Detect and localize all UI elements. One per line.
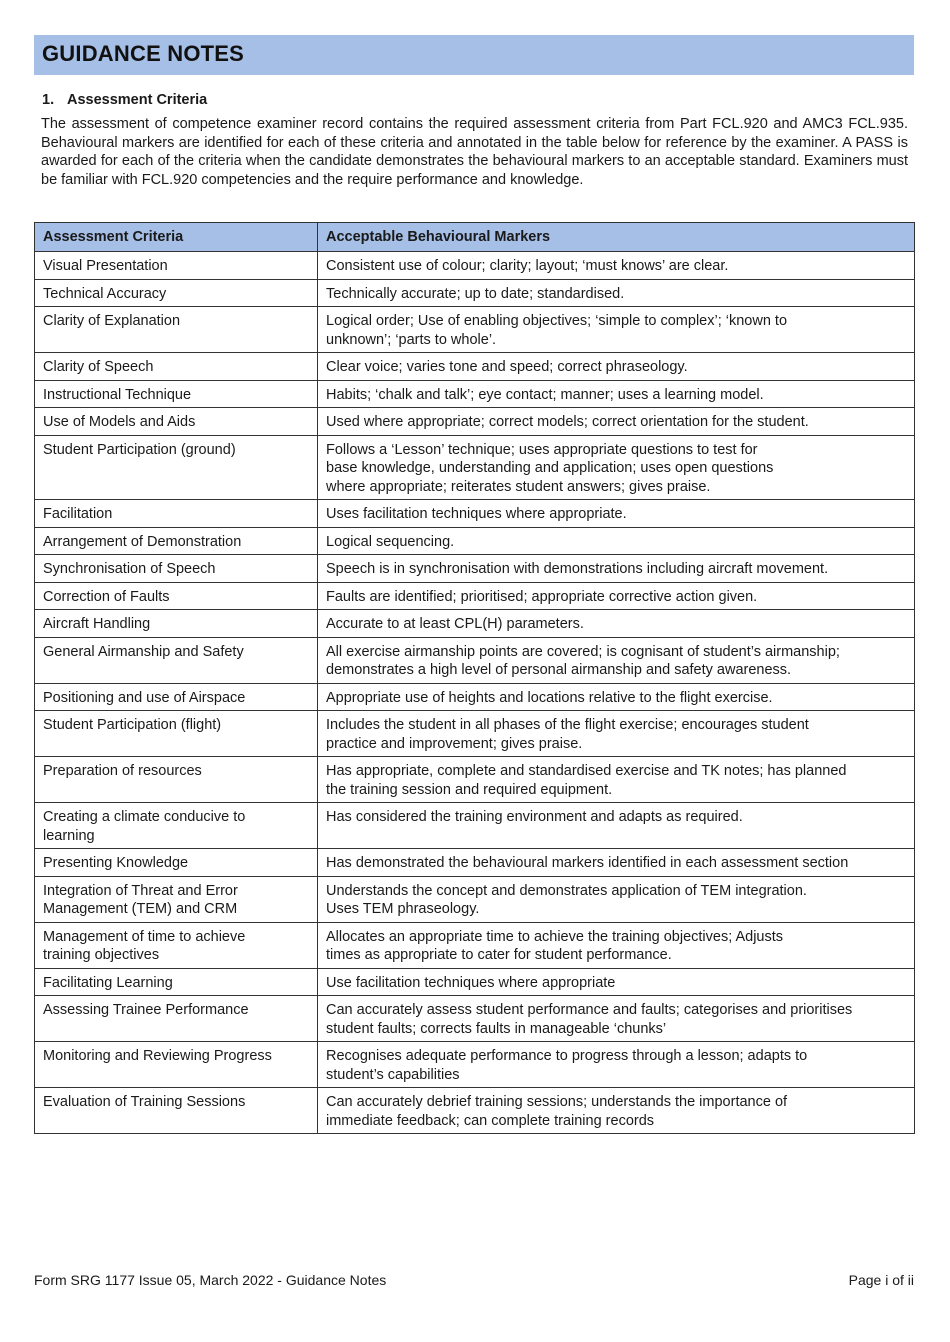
criteria-cell: Student Participation (ground): [35, 435, 318, 500]
behavioural-marker-cell: Used where appropriate; correct models; correct orientation for the student.: [318, 408, 915, 436]
table-row: [35, 996, 915, 1042]
criteria-cell: Instructional Technique: [35, 380, 318, 408]
table-row: [35, 711, 915, 757]
behavioural-marker-cell: Technically accurate; up to date; standardised.: [318, 279, 915, 307]
behavioural-marker-cell: Can accurately debrief training sessions; understands the importance of immediate feedback; can complete training records: [318, 1088, 915, 1134]
behavioural-marker-cell: Clear voice; varies tone and speed; correct phraseology.: [318, 353, 915, 381]
behavioural-marker-cell: Follows a ‘Lesson’ technique; uses appropriate questions to test for base knowledge, understanding and application; uses open questions where appropriate; reiterates student answers; gives praise.: [318, 435, 915, 500]
criteria-cell: Management of time to achieve training objectives: [35, 922, 318, 968]
table-row: [35, 353, 915, 381]
table-row: [35, 408, 915, 436]
table-row: [35, 1042, 915, 1088]
table-row: [35, 527, 915, 555]
footer-page-number: Page i of ii: [848, 1272, 914, 1288]
table-row: [35, 683, 915, 711]
footer-form-reference: Form SRG 1177 Issue 05, March 2022 - Guidance Notes: [34, 1272, 387, 1288]
guidance-notes-banner: [34, 35, 914, 75]
criteria-cell: Visual Presentation: [35, 252, 318, 280]
behavioural-marker-cell: Habits; ‘chalk and talk’; eye contact; manner; uses a learning model.: [318, 380, 915, 408]
table-row: [35, 582, 915, 610]
behavioural-marker-cell: Faults are identified; prioritised; appropriate corrective action given.: [318, 582, 915, 610]
criteria-cell: Facilitation: [35, 500, 318, 528]
section-number: 1.: [42, 92, 55, 108]
table-row: [35, 500, 915, 528]
criteria-cell: Integration of Threat and Error Management (TEM) and CRM: [35, 876, 318, 922]
behavioural-marker-cell: Includes the student in all phases of the flight exercise; encourages student practice and improvement; gives praise.: [318, 711, 915, 757]
behavioural-marker-cell: Use facilitation techniques where appropriate: [318, 968, 915, 996]
intro-paragraph: The assessment of competence examiner record contains the required assessment criteria from Part FCL.920 and AMC3 FCL.935. Behavioural markers are identified for each of these criteria and annotated in the table below for reference by the examiner. A PASS is awarded for each of the criteria when the candidate demonstrates the behavioural markers to an acceptable standard. Examiners must be familiar with FCL.920 competencies and the require performance and knowledge.: [41, 116, 908, 188]
criteria-cell: Preparation of resources: [35, 757, 318, 803]
table-row: [35, 610, 915, 638]
criteria-cell: Use of Models and Aids: [35, 408, 318, 436]
criteria-cell: Positioning and use of Airspace: [35, 683, 318, 711]
table-row: [35, 279, 915, 307]
section-heading: [42, 92, 207, 108]
table-body: [35, 252, 915, 1134]
assessment-criteria-table: [34, 222, 915, 1134]
table-row: [35, 1088, 915, 1134]
table-row: [35, 307, 915, 353]
behavioural-marker-cell: Appropriate use of heights and locations relative to the flight exercise.: [318, 683, 915, 711]
table-row: [35, 849, 915, 877]
table-row: [35, 803, 915, 849]
behavioural-marker-cell: All exercise airmanship points are covered; is cognisant of student’s airmanship; demonstrates a high level of personal airmanship and safety awareness.: [318, 637, 915, 683]
behavioural-marker-cell: Understands the concept and demonstrates application of TEM integration. Uses TEM phraseology.: [318, 876, 915, 922]
table-row: [35, 637, 915, 683]
criteria-cell: Student Participation (flight): [35, 711, 318, 757]
behavioural-marker-cell: Accurate to at least CPL(H) parameters.: [318, 610, 915, 638]
behavioural-marker-cell: Consistent use of colour; clarity; layout; ‘must knows’ are clear.: [318, 252, 915, 280]
behavioural-marker-cell: Has considered the training environment and adapts as required.: [318, 803, 915, 849]
criteria-cell: Assessing Trainee Performance: [35, 996, 318, 1042]
criteria-cell: Creating a climate conducive to learning: [35, 803, 318, 849]
criteria-cell: Clarity of Explanation: [35, 307, 318, 353]
behavioural-marker-cell: Allocates an appropriate time to achieve the training objectives; Adjusts times as appropriate to cater for student performance.: [318, 922, 915, 968]
behavioural-marker-cell: Has appropriate, complete and standardised exercise and TK notes; has planned the training session and required equipment.: [318, 757, 915, 803]
header-assessment-criteria: Assessment Criteria: [35, 223, 318, 252]
table-row: [35, 435, 915, 500]
table-row: [35, 922, 915, 968]
behavioural-marker-cell: Recognises adequate performance to progress through a lesson; adapts to student’s capabilities: [318, 1042, 915, 1088]
table-row: [35, 757, 915, 803]
page-title: GUIDANCE NOTES: [42, 41, 245, 66]
table-header-row: [35, 223, 915, 252]
criteria-cell: Monitoring and Reviewing Progress: [35, 1042, 318, 1088]
table-row: [35, 968, 915, 996]
criteria-cell: General Airmanship and Safety: [35, 637, 318, 683]
behavioural-marker-cell: Can accurately assess student performance and faults; categorises and prioritises student faults; corrects faults in manageable ‘chunks’: [318, 996, 915, 1042]
behavioural-marker-cell: Has demonstrated the behavioural markers identified in each assessment section: [318, 849, 915, 877]
criteria-cell: Technical Accuracy: [35, 279, 318, 307]
criteria-cell: Aircraft Handling: [35, 610, 318, 638]
behavioural-marker-cell: Uses facilitation techniques where appropriate.: [318, 500, 915, 528]
criteria-cell: Clarity of Speech: [35, 353, 318, 381]
criteria-cell: Synchronisation of Speech: [35, 555, 318, 583]
table-row: [35, 555, 915, 583]
behavioural-marker-cell: Logical order; Use of enabling objectives; ‘simple to complex’; ‘known to unknown’; ‘parts to whole’.: [318, 307, 915, 353]
section-title: Assessment Criteria: [67, 92, 208, 108]
table-row: [35, 380, 915, 408]
criteria-cell: Correction of Faults: [35, 582, 318, 610]
criteria-cell: Arrangement of Demonstration: [35, 527, 318, 555]
criteria-cell: Evaluation of Training Sessions: [35, 1088, 318, 1134]
table-row: [35, 252, 915, 280]
behavioural-marker-cell: Logical sequencing.: [318, 527, 915, 555]
criteria-cell: Facilitating Learning: [35, 968, 318, 996]
criteria-cell: Presenting Knowledge: [35, 849, 318, 877]
table-row: [35, 876, 915, 922]
header-behavioural-markers: Acceptable Behavioural Markers: [318, 223, 915, 252]
behavioural-marker-cell: Speech is in synchronisation with demonstrations including aircraft movement.: [318, 555, 915, 583]
